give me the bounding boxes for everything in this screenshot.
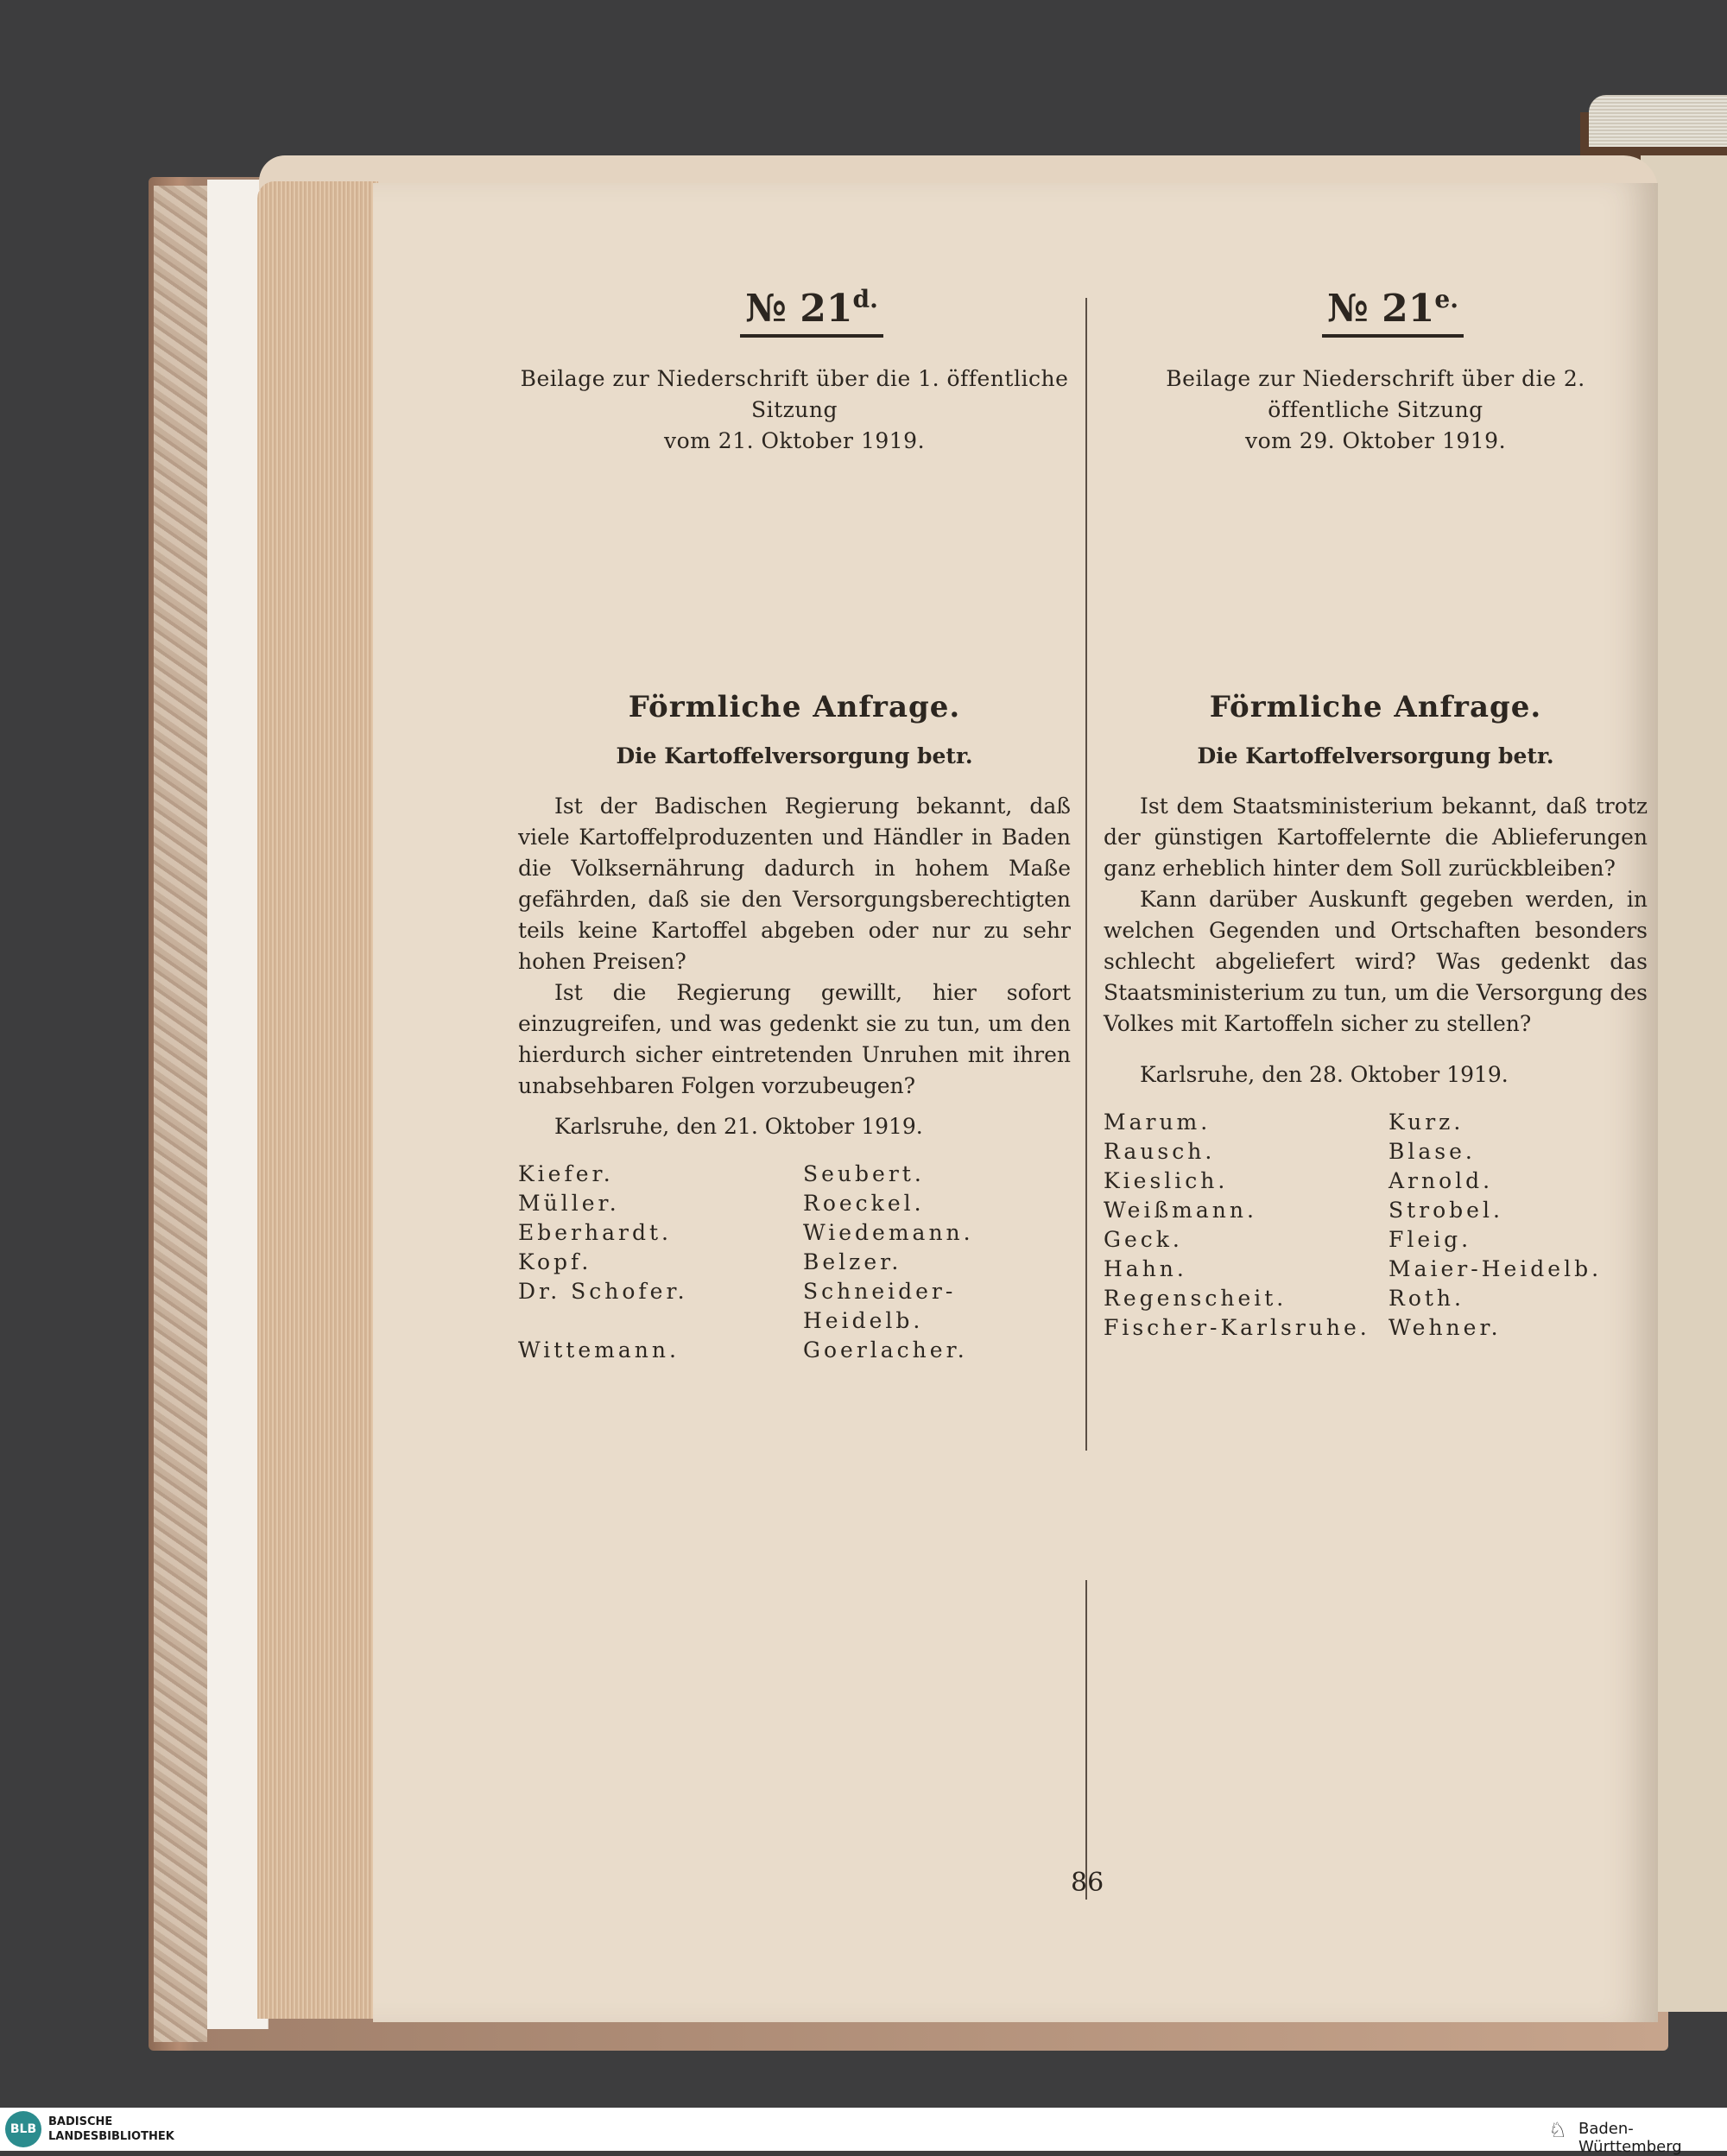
signer-list [1104, 1108, 1648, 1343]
signer: Regenscheit. [1104, 1286, 1287, 1311]
right-book-page-edge [1589, 95, 1727, 147]
signer: Blase. [1389, 1139, 1476, 1164]
dateline: Karlsruhe, den 21. Oktober 1919. [554, 1114, 923, 1139]
marbled-cover-edge [154, 186, 207, 2042]
signer: Wiedemann. [803, 1220, 974, 1245]
number-label: № 21 [745, 287, 853, 331]
document-title: Förmliche Anfrage. [1209, 690, 1542, 724]
signer: Seubert. [803, 1161, 925, 1186]
number-suffix: d. [852, 285, 878, 313]
signer-list [518, 1160, 1071, 1365]
page-stack-edges [257, 181, 378, 2019]
bw-name[interactable]: Baden-Württemberg [1578, 2120, 1682, 2156]
signer: Geck. [1104, 1227, 1183, 1252]
viewer-footer [0, 2108, 1727, 2156]
signer: Rausch. [1104, 1139, 1216, 1164]
column-divider [1085, 298, 1087, 1451]
coat-of-arms-icon: ♘ [1548, 2118, 1567, 2142]
beilage-line-1: Beilage zur Niederschrift über die 1. öffentliche Sitzung [520, 366, 1069, 422]
signer: Belzer. [803, 1249, 902, 1274]
signer: Kiefer. [518, 1161, 614, 1186]
document-title: Förmliche Anfrage. [628, 690, 961, 724]
number-label: № 21 [1327, 287, 1435, 331]
blb-name-line-1: BADISCHE [48, 2115, 113, 2128]
blb-name[interactable] [48, 2115, 174, 2144]
paragraph: Ist dem Staatsministerium bekannt, daß trotz der günstigen Kartoffelernte die Ablieferungen ganz erheblich hinter dem Soll zurückbleiben? [1104, 793, 1648, 881]
signer: Dr. Schofer. [518, 1279, 688, 1304]
beilage-line-2: vom 29. Oktober 1919. [1244, 428, 1507, 453]
signer: Goerlacher. [803, 1337, 968, 1363]
paragraph: Ist die Regierung gewillt, hier sofort einzugreifen, und was gedenkt sie zu tun, um den hierdurch sicher eintretenden Unruhen mit ihren unabsehbaren Folgen vorzubeugen? [518, 980, 1071, 1098]
signer: Roth. [1389, 1286, 1464, 1311]
dateline: Karlsruhe, den 28. Oktober 1919. [1140, 1062, 1509, 1087]
document-21e [1104, 285, 1648, 1343]
signer: Hahn. [1104, 1256, 1187, 1281]
signer: Müller. [518, 1191, 620, 1216]
signer: Kopf. [518, 1249, 592, 1274]
document-subtitle: Die Kartoffelversorgung betr. [1197, 743, 1554, 768]
signer: Arnold. [1389, 1168, 1494, 1193]
paragraph: Ist der Badischen Regierung bekannt, daß viele Kartoffelproduzenten und Händler in Baden die Volksernährung dadurch in hohem Maße gefährden, daß sie den Versorgungsberechtigten teils keine Kartoffel abgeben oder nur zu sehr hohen Preisen? [518, 793, 1071, 974]
signer: Kurz. [1389, 1110, 1464, 1135]
signer: Eberhardt. [518, 1220, 672, 1245]
beilage-note [518, 364, 1071, 457]
document-number [1138, 285, 1648, 338]
document-subtitle: Die Kartoffelversorgung betr. [616, 743, 973, 768]
paragraph: Kann darüber Auskunft gegeben werden, in welchen Gegenden und Ortschaften besonders schlecht abgeliefert wird? Was gedenkt das Staatsministerium zu tun, um die Versorgung des Volkes mit Kartoffeln sicher zu stellen? [1104, 887, 1648, 1036]
number-suffix: e. [1434, 285, 1458, 313]
signer: Fleig. [1389, 1227, 1472, 1252]
signer: Wehner. [1389, 1315, 1502, 1340]
beilage-note [1104, 364, 1648, 457]
signer: Maier-Heidelb. [1389, 1256, 1603, 1281]
signer: Marum. [1104, 1110, 1211, 1135]
beilage-line-2: vom 21. Oktober 1919. [663, 428, 926, 453]
signer: Weißmann. [1104, 1198, 1257, 1223]
signer: Wittemann. [518, 1337, 680, 1363]
signer: Fischer-Karlsruhe. [1104, 1315, 1370, 1340]
signer: Strobel. [1389, 1198, 1503, 1223]
beilage-line-1: Beilage zur Niederschrift über die 2. öffentliche Sitzung [1166, 366, 1585, 422]
signer: Kieslich. [1104, 1168, 1229, 1193]
document-21d [518, 285, 1071, 1365]
blb-name-line-2: LANDESBIBLIOTHEK [48, 2130, 174, 2143]
page-number: 86 [1071, 1868, 1104, 1898]
document-number [553, 285, 1071, 338]
signer: Roeckel. [803, 1191, 925, 1216]
blb-logo-icon[interactable]: BLB [5, 2111, 41, 2147]
signer: Schneider-Heidelb. [803, 1279, 957, 1333]
column-divider-lower [1085, 1580, 1087, 1900]
